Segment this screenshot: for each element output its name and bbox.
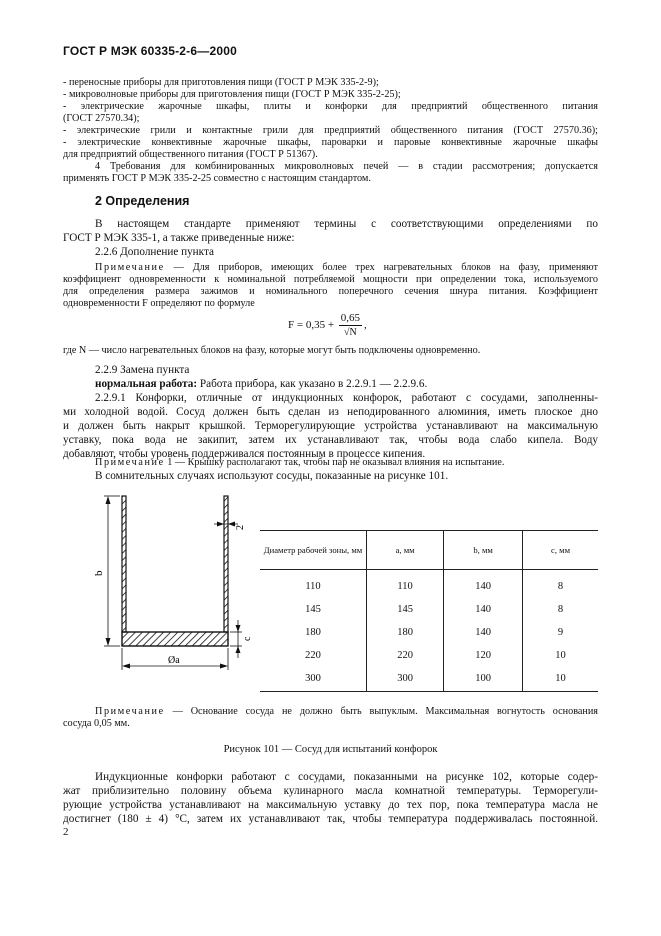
- table-cell: 140: [444, 598, 523, 621]
- table-cell: 100: [444, 667, 523, 691]
- table-cell: 120: [444, 644, 523, 667]
- paragraph-line: В сомнительных случаях используют сосуды, показанные на рисунке 101.: [95, 470, 449, 482]
- list-item: - переносные приборы для приготовления пищи (ГОСТ Р МЭК 335-2-9);: [63, 77, 379, 88]
- list-item: (ГОСТ 27570.34);: [63, 113, 140, 124]
- table-cell: 8: [523, 570, 598, 599]
- paragraph-line: 2.2.9.1 Конфорки, отличные от индукционных конфорок, работают с сосудами, заполненны-: [95, 392, 598, 404]
- page-number: 2: [63, 826, 69, 838]
- formula-fraction: [339, 312, 362, 339]
- paragraph-line: уставку, пока вода не закипит, затем их устанавливают так, чтобы вода слабо кипела. Воду: [63, 434, 598, 446]
- column-header-b: b, мм: [444, 531, 523, 570]
- figure-caption: Рисунок 101 — Сосуд для испытаний конфорок: [223, 744, 438, 755]
- list-item: - электрические конвективные жарочные шкафы, пароварки и паровые конвективные жарочные шкафы: [63, 137, 598, 148]
- clause-heading: 2.2.9 Замена пункта: [95, 364, 190, 376]
- table-cell: 145: [367, 598, 444, 621]
- table-cell: 300: [367, 667, 444, 691]
- formula-lhs: F = 0,35 +: [288, 319, 335, 332]
- dimension-b-label: b: [93, 570, 105, 576]
- table-cell: 8: [523, 598, 598, 621]
- note-line: коэффициент одновременности к номинальной потребляемой мощности при определении тока, используемого: [63, 274, 598, 285]
- formula: [288, 312, 367, 339]
- note-text: 1 — Крышку располагают так, чтобы пар не оказывал влияния на испытание.: [164, 457, 505, 468]
- table-cell: 220: [367, 644, 444, 667]
- note-label: Примечание: [95, 262, 165, 273]
- paragraph-line: жат приблизительно половину объема кулинарного масла комнатной температуры. Терморегули-: [63, 785, 598, 797]
- paragraph-line: и должен быть накрыт крышкой. Терморегулирующие устройства устанавливают на максимальную: [63, 420, 598, 432]
- table-cell: 300: [260, 667, 367, 691]
- table-cell: 10: [523, 667, 598, 691]
- table-row: [260, 570, 598, 599]
- table-cell: 180: [367, 621, 444, 644]
- formula-denominator: √N: [344, 327, 357, 338]
- column-header-c: c, мм: [523, 531, 598, 570]
- dimension-c-label: c: [242, 636, 253, 641]
- column-header-diameter: Диаметр рабочей зоны, мм: [260, 531, 367, 570]
- formula-numerator: 0,65: [340, 312, 361, 324]
- paragraph-line: Индукционные конфорки работают с сосудами, показанными на рисунке 102, которые содер-: [95, 771, 598, 783]
- table-cell: 110: [305, 581, 321, 592]
- clause-heading: 2.2.6 Дополнение пункта: [95, 246, 214, 258]
- note-label: Примечание: [95, 457, 165, 468]
- paragraph-line: ми холодной водой. Сосуд должен быть сделан из неподированного алюминия, иметь плоское дно: [63, 406, 598, 418]
- paragraph-line: рующие устройства устанавливают на максимальную уставку до тех пор, пока температура масла не: [63, 799, 598, 811]
- paragraph-line: ГОСТ Р МЭК 335-1, а также приведенные ниже:: [63, 232, 295, 244]
- document-header: ГОСТ Р МЭК 60335-2-6—2000: [63, 44, 237, 58]
- vessel-bottom: [122, 632, 228, 646]
- section-heading: 2 Определения: [95, 194, 190, 208]
- table-row: [260, 621, 598, 644]
- table-cell: 220: [305, 650, 321, 661]
- table-header-row: [260, 531, 598, 570]
- table-row: [260, 598, 598, 621]
- formula-tail: ,: [364, 319, 367, 332]
- table-cell: 140: [444, 621, 523, 644]
- note-line: для определения размера зажимов и номинального поперечного сечения шнура питания. Коэффициент: [63, 286, 598, 297]
- vessel-left-wall: [122, 496, 126, 632]
- term-label: нормальная работа:: [95, 378, 198, 390]
- note-label: Примечание: [95, 706, 165, 717]
- list-item: для предприятий общественного питания (ГОСТ Р 51367).: [63, 149, 318, 160]
- column-header-a: a, мм: [367, 531, 444, 570]
- table-cell: 140: [444, 570, 523, 599]
- paragraph-line: добавляют, чтобы уровень поддерживался постоянным в процессе кипения.: [63, 448, 426, 460]
- vessel-right-wall: [224, 496, 228, 632]
- table-cell: 180: [305, 627, 321, 638]
- table-row: [260, 644, 598, 667]
- note-text: — Основание сосуда не должно быть выпуклым. Максимальная вогнутость основания: [164, 706, 598, 717]
- table-cell: 145: [305, 604, 321, 615]
- table-cell: 110: [367, 570, 444, 599]
- note-line: сосуда 0,05 мм.: [63, 718, 130, 729]
- vessel-dimensions-table: [260, 530, 598, 692]
- dimension-a-label: Øa: [168, 655, 180, 666]
- note-line: [95, 262, 598, 274]
- list-item: - электрические грили и контактные грили для предприятий общественного питания (ГОСТ 27570.36);: [63, 125, 598, 136]
- note-4-line: применять ГОСТ Р МЭК 335-2-25 совместно с настоящим стандартом.: [63, 173, 371, 184]
- term-line: [95, 377, 630, 391]
- where-line: где N — число нагревательных блоков на фазу, которые могут быть подключены одновременно.: [63, 345, 481, 356]
- table-row: [260, 667, 598, 691]
- note-line: [95, 706, 598, 718]
- dimension-2-label: 2: [235, 525, 246, 530]
- note-line: [95, 457, 630, 469]
- note-line: одновременности F определяют по формуле: [63, 298, 255, 309]
- note-text: — Для приборов, имеющих более трех нагревательных блоков на фазу, применяют: [164, 262, 598, 273]
- vessel-figure: [90, 486, 255, 676]
- list-item: - микроволновые приборы для приготовления пищи (ГОСТ Р МЭК 335-2-25);: [63, 89, 401, 100]
- term-definition: Работа прибора, как указано в 2.2.9.1 — 2.2.9.6.: [197, 378, 428, 390]
- paragraph-line: достигнет (180 ± 4) °С, затем их устанавливают так, чтобы температура поддерживалась постоянной.: [63, 813, 598, 825]
- table-cell: 10: [523, 644, 598, 667]
- list-item: - электрические жарочные шкафы, плиты и конфорки для предприятий общественного питания: [63, 101, 598, 112]
- note-4-line: 4 Требования для комбинированных микроволновых печей — в стадии рассмотрения; допускается: [95, 161, 598, 172]
- table-cell: 9: [523, 621, 598, 644]
- paragraph-line: В настоящем стандарте применяют термины с соответствующими определениями по: [95, 218, 598, 230]
